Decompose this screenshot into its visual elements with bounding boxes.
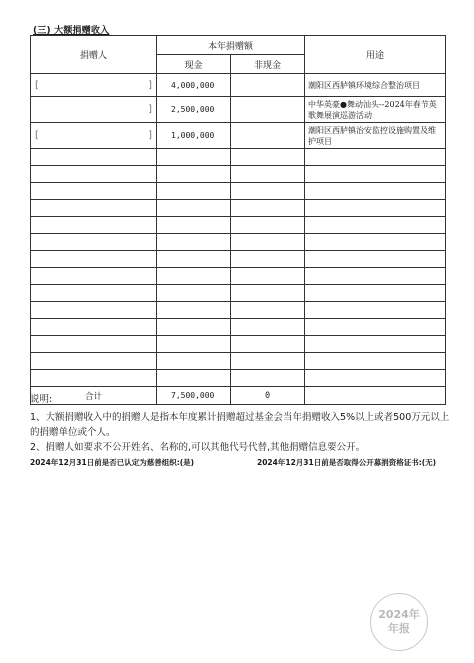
stamp-line-2: 年报	[388, 622, 410, 635]
empty-row	[31, 183, 446, 200]
empty-row	[31, 370, 446, 387]
empty-row	[31, 251, 446, 268]
section-title: (三) 大额捐赠收入	[33, 26, 110, 36]
usage-cell: 潮阳区西胪镇治安监控设施购置及维护项目	[305, 123, 446, 149]
noncash-cell	[231, 123, 305, 149]
note-item-2: 2、捐赠人如要求不公开姓名、名称的,可以其他代号代替,其他捐赠信息要公开。	[30, 442, 366, 453]
stamp-line-1: 2024年	[378, 608, 420, 621]
usage-cell: 潮阳区西胪镇环境综合整治项目	[305, 74, 446, 97]
donor-cell-redacted: ]	[31, 97, 157, 123]
annual-report-stamp	[370, 593, 428, 651]
notes-section	[30, 392, 450, 455]
cash-cell: 1,000,000	[157, 123, 231, 149]
header-donor: 捐赠人	[31, 36, 157, 74]
header-amount: 本年捐赠额	[157, 36, 305, 55]
total-cash: 7,500,000	[157, 387, 231, 405]
empty-row	[31, 285, 446, 302]
cash-cell: 2,500,000	[157, 97, 231, 123]
empty-row	[31, 336, 446, 353]
table-row	[31, 123, 446, 149]
donor-cell-redacted: [ ]	[31, 74, 157, 97]
empty-row	[31, 302, 446, 319]
cash-cell: 4,000,000	[157, 74, 231, 97]
noncash-cell	[231, 97, 305, 123]
empty-row	[31, 217, 446, 234]
total-label: 合计	[31, 387, 157, 405]
footer-fundraising-status: 2024年12月31日前是否取得公开募捐资格证书:(无)	[257, 458, 437, 467]
total-noncash: 0	[231, 387, 305, 405]
usage-cell: 中华英豪●舞动汕头--2024年春节英歌舞展演巡游活动	[305, 97, 446, 123]
table-row	[31, 74, 446, 97]
empty-row	[31, 234, 446, 251]
empty-row	[31, 166, 446, 183]
empty-row	[31, 319, 446, 336]
empty-row	[31, 353, 446, 370]
header-usage: 用途	[305, 36, 446, 74]
header-cash: 现金	[157, 55, 231, 74]
large-donation-table	[30, 35, 446, 405]
header-noncash: 非现金	[231, 55, 305, 74]
note-item-1: 1、大额捐赠收入中的捐赠人是指本年度累计捐赠超过基金会当年捐赠收入5%以上或者500万元以上的捐赠单位或个人。	[30, 412, 450, 438]
noncash-cell	[231, 74, 305, 97]
empty-row	[31, 149, 446, 166]
footer-charity-status: 2024年12月31日前是否已认定为慈善组织:(是)	[30, 458, 195, 467]
table-row	[31, 97, 446, 123]
empty-row	[31, 268, 446, 285]
notes-heading: 说明:	[30, 394, 53, 405]
empty-row	[31, 200, 446, 217]
donor-cell-redacted: [ ]	[31, 123, 157, 149]
